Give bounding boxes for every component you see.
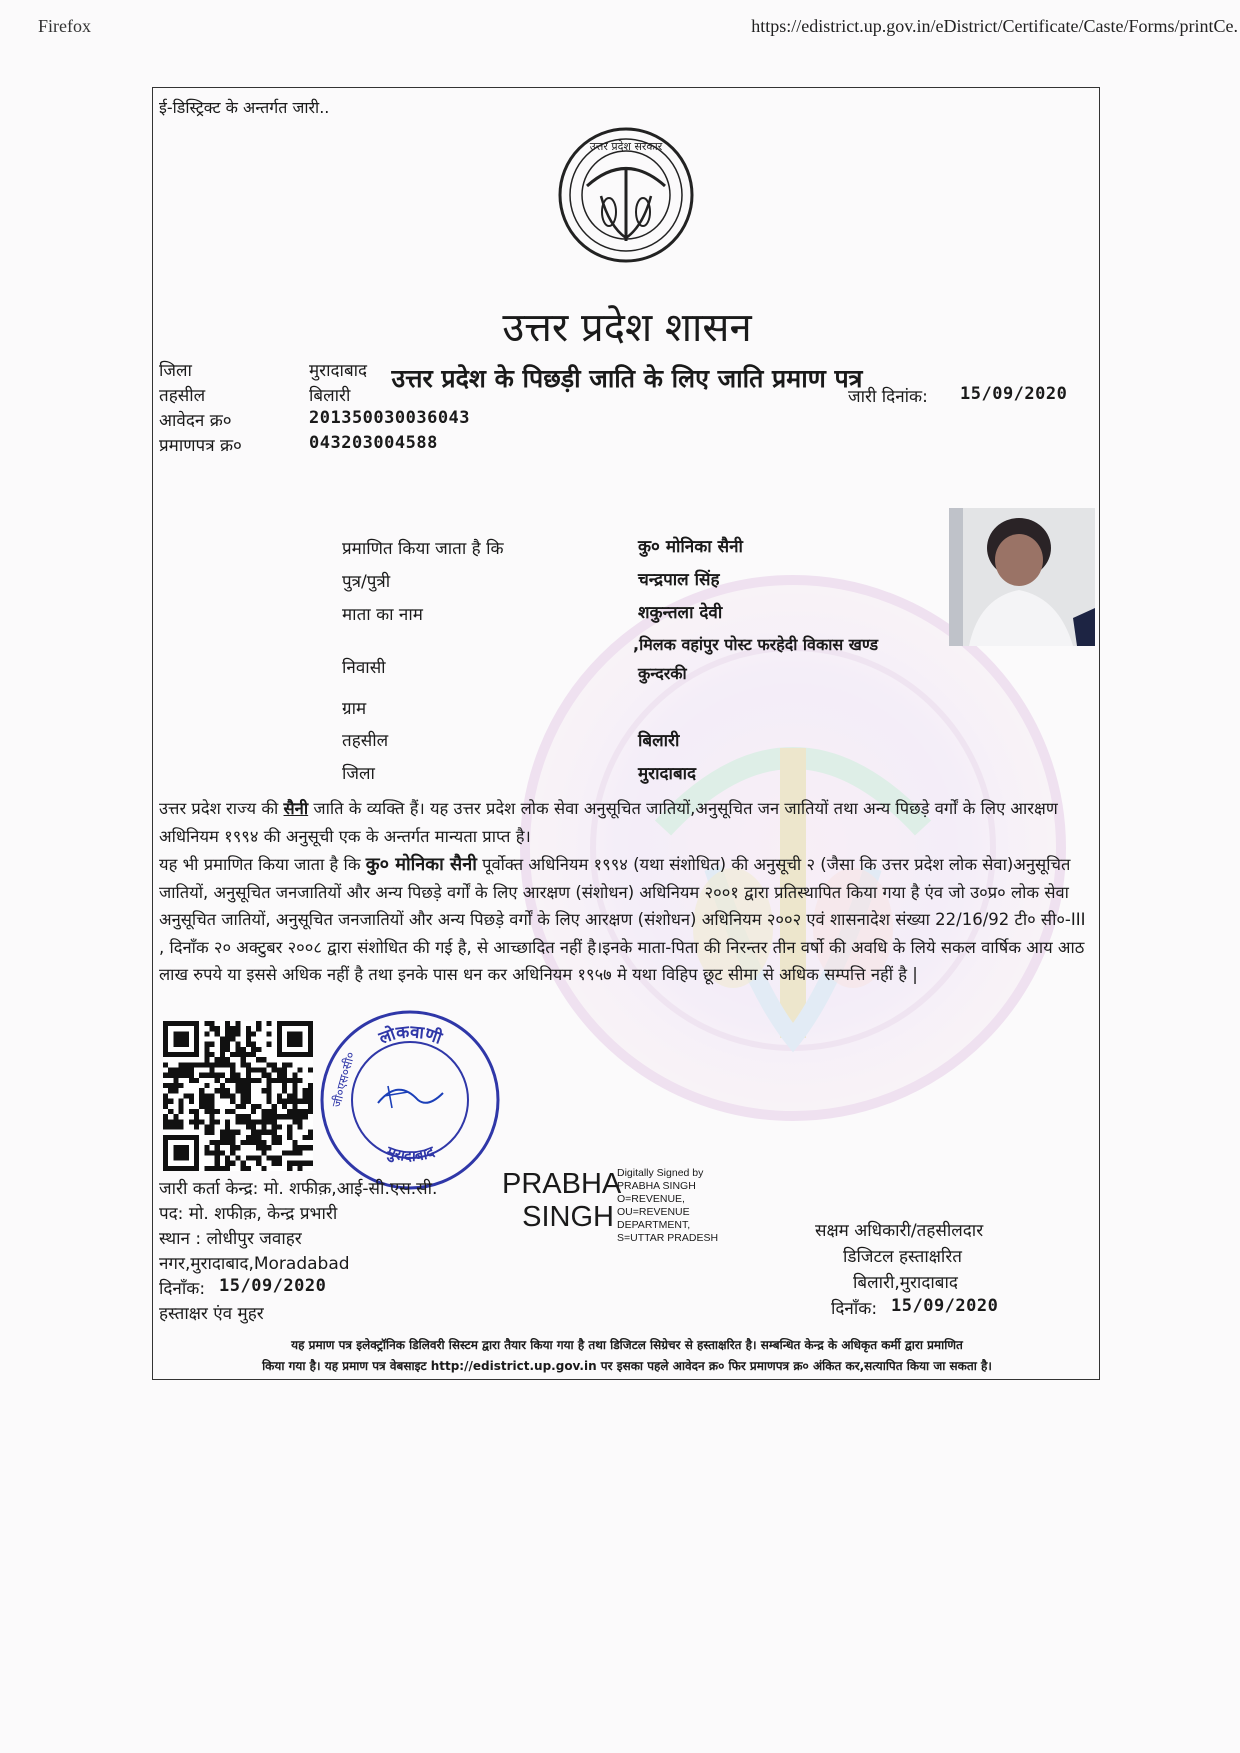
child-of-label: पुत्र/पुत्री <box>342 572 391 592</box>
issuer-location: स्थान : लोधीपुर जवाहर <box>159 1229 302 1249</box>
issue-date-value: 15/09/2020 <box>960 384 1068 404</box>
handwritten-signature <box>378 1090 443 1103</box>
issuing-center: जारी कर्ता केन्द्र: मो. शफीक़,आई-सी.एस.सी. <box>159 1179 438 1199</box>
application-number-value: 201350030036043 <box>309 408 471 428</box>
certified-label: प्रमाणित किया जाता है कि <box>342 539 504 559</box>
village-label: ग्राम <box>342 699 367 719</box>
verification-qr-code <box>163 1021 313 1171</box>
applicant-name-inline: कु० मोनिका सैनी <box>365 854 477 875</box>
caste-certificate <box>152 87 1100 1380</box>
up-government-emblem <box>557 126 695 264</box>
resident-address-line2: कुन्दरकी <box>638 664 687 683</box>
officer-designation: सक्षम अधिकारी/तहसीलदार <box>815 1221 984 1241</box>
detail-tehsil-value: बिलारी <box>638 731 680 751</box>
applicant-name: कु० मोनिका सैनी <box>638 537 743 557</box>
tehsil-label: तहसील <box>159 386 206 406</box>
applicant-photo <box>949 508 1095 646</box>
father-name: चन्द्रपाल सिंह <box>638 570 720 590</box>
resident-address-line1: ,मिलक वहांपुर पोस्ट फरहेदी विकास खण्ड <box>633 635 879 654</box>
emblem-text: उत्तर प्रदेश सरकार <box>589 140 663 153</box>
issue-date-label: जारी दिनांक: <box>848 387 928 407</box>
caste-name: सैनी <box>283 799 309 818</box>
officer-date-value: 15/09/2020 <box>891 1296 999 1316</box>
detail-tehsil-label: तहसील <box>342 731 389 751</box>
issued-under-note: ई-डिस्ट्रिक्ट के अन्तर्गत जारी.. <box>159 98 330 117</box>
application-number-label: आवेदन क्र० <box>159 411 232 431</box>
issuer-location-line2: नगर,मुरादाबाद,Moradabad <box>159 1254 350 1274</box>
certificate-number-label: प्रमाणपत्र क्र० <box>159 436 242 456</box>
seal-bottom-text: मुरादाबाद <box>384 1142 437 1165</box>
district-label: जिला <box>159 361 192 381</box>
seal-top-text: लोकवाणी <box>376 1022 445 1049</box>
issuing-center-seal <box>318 1008 503 1193</box>
certificate-subtitle: उत्तर प्रदेश के पिछड़ी जाति के लिए जाति प्रमाण पत्र <box>391 364 863 393</box>
detail-district-value: मुरादाबाद <box>638 764 697 784</box>
officer-digital-signed: डिजिटल हस्ताक्षरित <box>843 1247 962 1267</box>
digital-signature-details: Digitally Signed by PRABHA SINGH O=REVENUE, OU=REVENUE DEPARTMENT, S=UTTAR PRADESH <box>617 1167 719 1244</box>
certificate-number-value: 043203004588 <box>309 433 438 453</box>
page-url: https://edistrict.up.gov.in/eDistrict/Certificate/Caste/Forms/printCe. <box>751 16 1238 36</box>
page-title: उत्तर प्रदेश शासन <box>502 305 752 351</box>
issuer-date-value: 15/09/2020 <box>219 1276 327 1296</box>
certification-paragraph: यह भी प्रमाणित किया जाता है कि कु० मोनिका सैनी पूर्वोक्त अधिनियम १९९४ (यथा संशोधित) की अनुसूची २ (जैसा कि उत्तर प्रदेश लोक सेवा)अनुसूचित जातियों, अनुसूचित जनजातियों और अन्य पिछड़े वर्गों के लिए आरक्षण (संशोधन) अधिनियम २००१ द्वारा प्रतिस्थापित किया गया है एंव जो उ०प्र० लोक सेवा अनुसूचित जातियों, अनुसूचित जनजातियों और अन्य पिछड़े वर्गों के लिए आरक्षण (संशोधन) अधिनियम २००२ एवं शासनादेश संख्या 22/16/92 टी० सी०-III , दिनाँक २० अक्टुबर २००८ द्वारा संशोधित की गई है, से आच्छादित नहीं है।इनके माता-पिता की निरन्तर तीन वर्षो की अवधि के लिये सकल वार्षिक आय आठ लाख रुपये या इससे अधिक नहीं है तथा इनके पास धन कर अधिनियम १९५७ मे यथा विहिप छूट सीमा से अधिक सम्पत्ति नहीं है | <box>159 854 1086 984</box>
detail-district-label: जिला <box>342 764 375 784</box>
browser-name: Firefox <box>38 16 91 36</box>
officer-date-label: दिनाँक: <box>831 1299 878 1319</box>
digital-signer-name: PRABHA SINGH <box>502 1168 622 1233</box>
mother-name: शकुन्तला देवी <box>638 603 723 623</box>
signature-and-seal-label: हस्ताक्षर एंव मुहर <box>159 1304 264 1324</box>
resident-label: निवासी <box>342 658 386 678</box>
verification-footer-note: यह प्रमाण पत्र इलेक्ट्रॉनिक डिलिवरी सिस्टम द्वारा तैयार किया गया है तथा डिजिटल सिग्रेचर से हस्ताक्षरित है। सम्बन्धित केन्द्र के अधिकृत कर्मी द्वारा प्रमाणित किया गया है। यह प्रमाण पत्र वेबसाइट http://edistrict.up.gov.in पर इसका पहले आवेदन क्र० फिर प्रमाणपत्र क्र० अंकित कर,सत्यापित किया जा सकता है। <box>262 1338 992 1373</box>
mother-label: माता का नाम <box>342 605 423 625</box>
district-value: मुरादाबाद <box>309 361 368 381</box>
caste-declaration-paragraph: उत्तर प्रदेश राज्य की सैनी जाति के व्यक्ति हैं। यह उत्तर प्रदेश लोक सेवा अनुसूचित जातियों,अनुसूचित जन जातियों तथा अन्य पिछड़े वर्गों के लिए आरक्षण अधिनियम १९९४ की अनुसूची एक के अन्तर्गत मान्यता प्राप्त है। <box>159 799 1058 846</box>
seal-left-text: जी०एस०सी० <box>329 1050 358 1109</box>
issuer-designation: पद: मो. शफीक़, केन्द्र प्रभारी <box>159 1204 338 1224</box>
issuer-date-label: दिनाँक: <box>159 1279 206 1299</box>
svg-text:मुरादाबाद <box>383 1142 438 1165</box>
officer-office: बिलारी,मुरादाबाद <box>853 1273 958 1293</box>
tehsil-value: बिलारी <box>309 386 351 406</box>
svg-text:लोकवाणी <box>375 1022 445 1049</box>
